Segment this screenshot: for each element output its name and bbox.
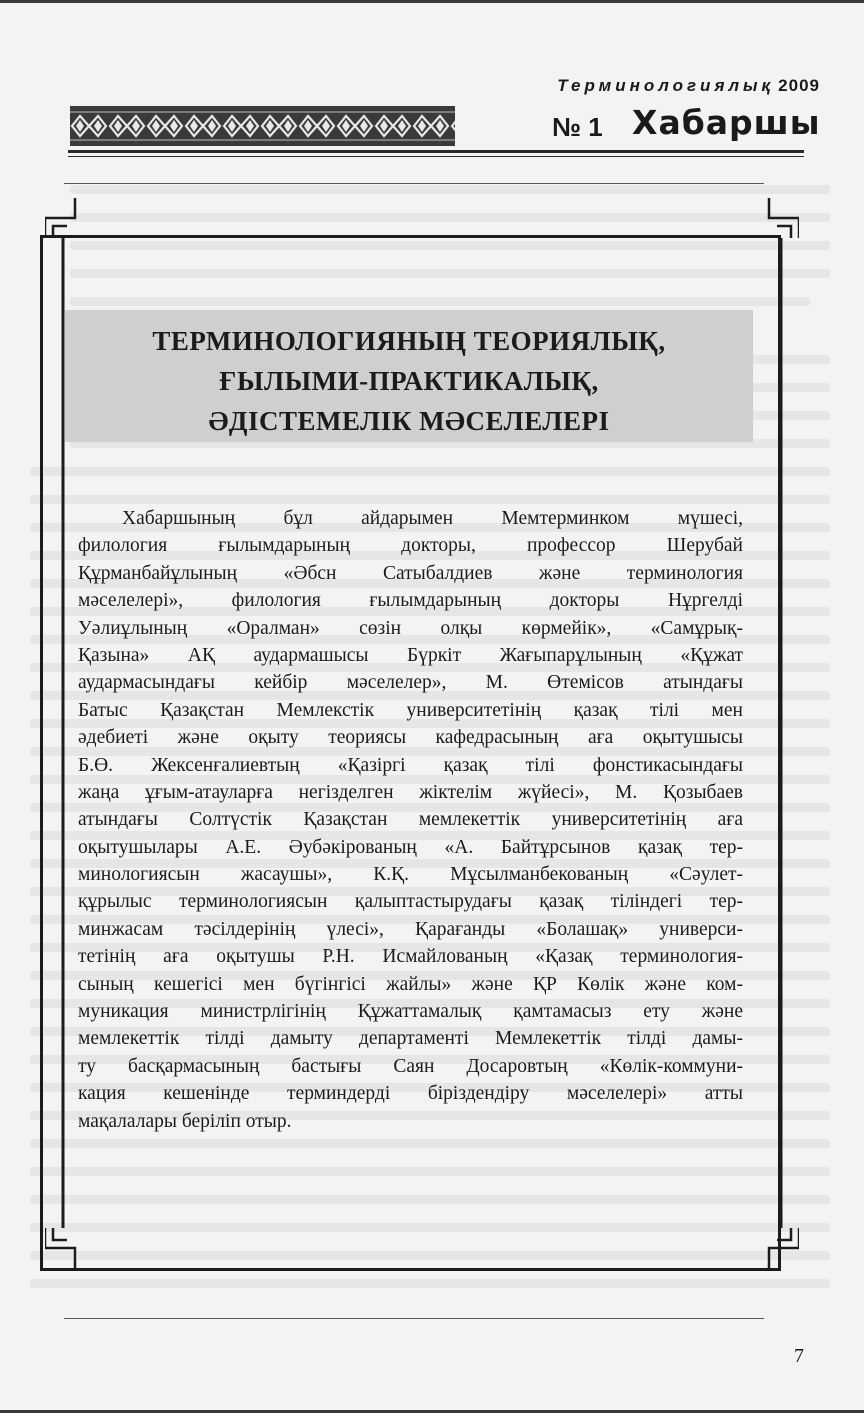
journal-name: Хабаршы	[632, 103, 821, 142]
body-line: Батыс Қазақстан Мемлекстік университетінің қазақ тілі мен	[78, 699, 743, 721]
body-line: жаңа ұғым-атауларға негізделген жіктелім жүйесі», М. Қозыбаев	[78, 781, 743, 803]
journal-subtitle: Терминологиялық	[557, 76, 775, 95]
body-line: минологиясын жасаушы», К.Қ. Мұсылманбекованың «Сәулет-	[78, 864, 743, 886]
body-line: минжасам тәсілдерінің үлесі», Қарағанды «Болашақ» универси-	[78, 918, 743, 940]
body-line: Құрманбайұлының «Әбсн Сатыбалдиев және терминология	[78, 562, 743, 584]
frame-top-rule	[64, 183, 764, 184]
body-line: Уәлиұлының «Оралман» сөзін олқы көрмейік», «Самұрық-	[78, 617, 743, 639]
body-line: оқытушылары А.Е. Әубәкірованың «А. Байтұрсынов қазақ тер-	[78, 836, 743, 858]
journal-line	[557, 76, 820, 96]
title-line: ӘДІСТЕМЕЛІК МӘСЕЛЕЛЕРІ	[208, 406, 610, 436]
body-line: атындағы Солтүстік Қазақстан мемлекеттік университетінің аға	[78, 809, 743, 831]
article-title	[65, 321, 753, 441]
body-line: муникация министрлігінің Құжаттамалық қамтамасыз ету және	[78, 1001, 743, 1023]
body-line: аудармасындағы кейбір мәселелер», М. Өтемісов атындағы	[78, 672, 743, 694]
issue-number: № 1	[552, 112, 603, 142]
top-edge-rule	[0, 0, 864, 3]
body-line: мемлекеттік тілді дамыту департаменті Мемлекеттік тілді дамы-	[78, 1028, 743, 1050]
body-line: әдебиеті және оқыту теориясы кафедрасының аға оқытушысы	[78, 727, 743, 749]
ornament-band	[70, 106, 455, 146]
body-line: сының кешегісі мен бүгінгісі жайлы» және ҚР Көлік және ком-	[78, 973, 743, 995]
body-line: ту басқармасының бастығы Саян Досаровтың «Көлік-коммуни-	[78, 1055, 743, 1077]
body-line: филология ғылымдарының докторы, профессор Шерубай	[78, 535, 743, 557]
header-rule	[68, 150, 804, 153]
article-body	[78, 505, 743, 1135]
body-line: Хабаршының бұл айдарымен Мемтерминком мүшесі,	[122, 508, 743, 529]
body-line: құрылыс терминологиясын қалыптастырудағы қазақ тіліндегі тер-	[78, 891, 743, 913]
body-line: мақалалары беріліп отыр.	[78, 1110, 292, 1132]
body-line: тетінің аға оқытушы Р.Н. Исмайлованың «Қазақ терминология-	[78, 946, 743, 968]
journal-year: 2009	[778, 76, 820, 95]
body-line: Қазына» АҚ аудармашысы Бүркіт Жағыпарұлының «Құжат	[78, 644, 743, 666]
body-line: мәселелері», филология ғылымдарының докторы Нұргелді	[78, 590, 743, 612]
header-rule-thin	[68, 156, 804, 157]
title-line: ҒЫЛЫМИ-ПРАКТИКАЛЫҚ,	[219, 366, 599, 396]
title-line: ТЕРМИНОЛОГИЯНЫҢ ТЕОРИЯЛЫҚ,	[152, 326, 666, 356]
page-number: 7	[794, 1345, 804, 1367]
body-line: Б.Ө. Жексенғалиевтың «Қазіргі қазақ тілі фонстикасындағы	[78, 754, 743, 776]
body-line: кация кешенінде терминдерді біріздендіру мәселелері» атты	[78, 1083, 743, 1105]
frame-bottom-rule	[64, 1318, 764, 1319]
